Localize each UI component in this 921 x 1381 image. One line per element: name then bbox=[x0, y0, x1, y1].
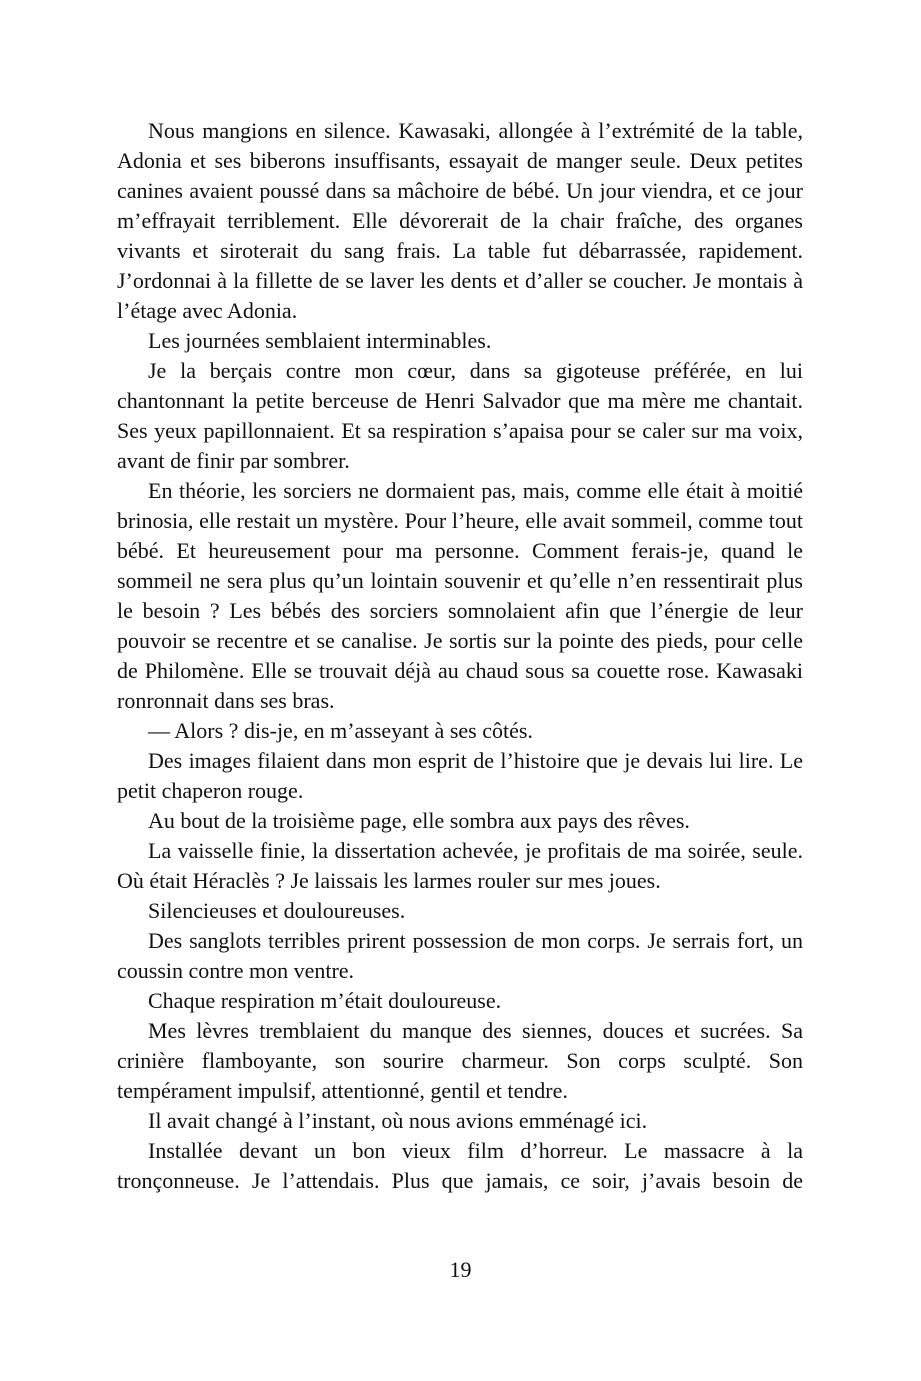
paragraph: Nous mangions en silence. Kawasaki, allongée à l’extrémité de la table, Adonia et ses biberons insuffisants, essayait de manger seule. Deux petites canines avaient poussé dans sa mâchoire de bébé. Un jour viendra, et ce jour m’effrayait terriblement. Elle dévorerait de la chair fraîche, des organes vivants et siroterait du sang frais. La table fut débarrassée, rapidement. J’ordonnai à la fillette de se laver les dents et d’aller se coucher. Je montais à l’étage avec Adonia. bbox=[117, 118, 803, 323]
paragraph: Au bout de la troisième page, elle sombra aux pays des rêves. bbox=[148, 808, 690, 833]
paragraph: — Alors ? dis-je, en m’asseyant à ses côtés. bbox=[148, 718, 533, 743]
paragraph: La vaisselle finie, la dissertation achevée, je profitais de ma soirée, seule. Où était Héraclès ? Je laissais les larmes rouler sur mes joues. bbox=[117, 838, 803, 893]
paragraph: Des images filaient dans mon esprit de l’histoire que je devais lui lire. Le petit chaperon rouge. bbox=[117, 748, 803, 803]
paragraph: Mes lèvres tremblaient du manque des siennes, douces et sucrées. Sa crinière flamboyante, son sourire charmeur. Son corps sculpté. Son tempérament impulsif, attentionné, gentil et tendre. bbox=[117, 1018, 803, 1103]
paragraph: Silencieuses et douloureuses. bbox=[148, 898, 406, 923]
paragraph: Les journées semblaient interminables. bbox=[148, 328, 492, 353]
body-text bbox=[117, 116, 803, 1196]
paragraph: Il avait changé à l’instant, où nous avions emménagé ici. bbox=[148, 1108, 648, 1133]
page-number: 19 bbox=[449, 1257, 472, 1282]
paragraph: Je la berçais contre mon cœur, dans sa gigoteuse préférée, en lui chantonnant la petite berceuse de Henri Salvador que ma mère me chantait. Ses yeux papillonnaient. Et sa respiration s’apaisa pour se caler sur ma voix, avant de finir par sombrer. bbox=[117, 358, 803, 473]
paragraph: Des sanglots terribles prirent possession de mon corps. Je serrais fort, un coussin contre mon ventre. bbox=[117, 928, 803, 983]
paragraph: En théorie, les sorciers ne dormaient pas, mais, comme elle était à moitié brinosia, elle restait un mystère. Pour l’heure, elle avait sommeil, comme tout bébé. Et heureusement pour ma personne. Comment ferais-je, quand le sommeil ne sera plus qu’un lointain souvenir et qu’elle n’en ressentirait plus le besoin ? Les bébés des sorciers somnolaient afin que l’énergie de leur pouvoir se recentre et se canalise. Je sortis sur la pointe des pieds, pour celle de Philomène. Elle se trouvait déjà au chaud sous sa couette rose. Kawasaki ronronnait dans ses bras. bbox=[117, 478, 803, 713]
paragraph: Installée devant un bon vieux film d’horreur. Le massacre à la tronçonneuse. Je l’attendais. Plus que jamais, ce soir, j’avais besoin de bbox=[117, 1138, 803, 1193]
paragraph: Chaque respiration m’était douloureuse. bbox=[148, 988, 502, 1013]
